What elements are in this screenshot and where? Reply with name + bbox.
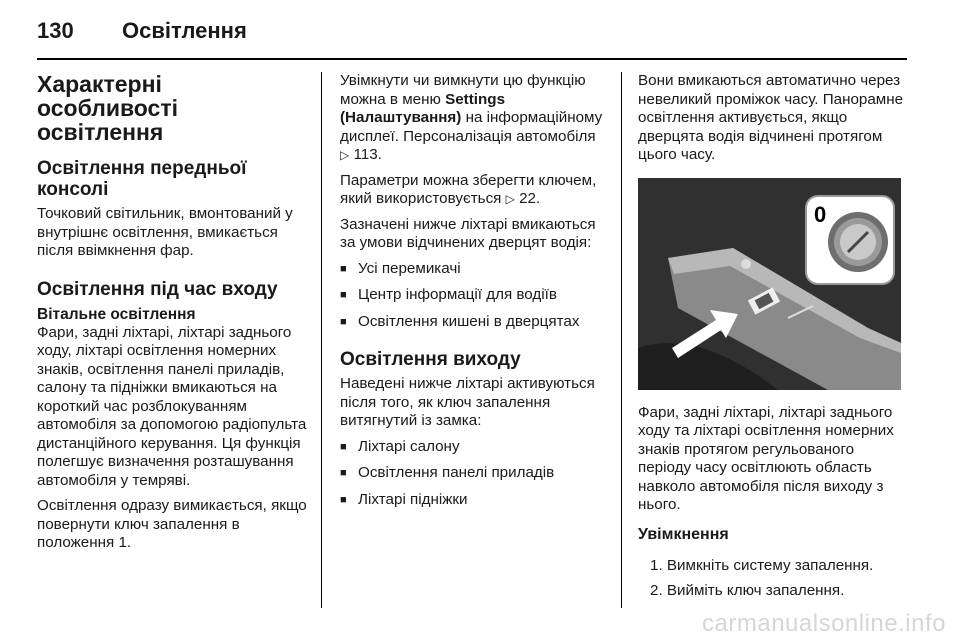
page-number: 130 (37, 18, 74, 43)
list-item: ■ Усі перемикачі (340, 260, 608, 279)
subheading-front-console: Освітлення передньої консолі (37, 158, 247, 200)
column-divider (321, 72, 322, 608)
list-item: 2. Вийміть ключ запалення. (650, 582, 845, 599)
paragraph: Наведені нижче ліхтарі активуються після того, як ключ запалення витягнутий із замка: (340, 375, 595, 429)
main-heading: Характерні особливості освітлення (37, 71, 178, 145)
subheading-activation: Увімкнення (638, 525, 729, 543)
subheading-entry-lighting: Освітлення під час входу (37, 278, 278, 300)
paragraph: Увімкнути чи вимкнути цю функцію можна в меню Settings (Налаштування) на інформаційному дисплеї. Персоналізація автомобіля ▷ 113. (340, 72, 603, 163)
watermark: carmanualsonline.info (702, 610, 946, 637)
settings-menu-name: Settings (Налаштування) (340, 90, 506, 126)
column-3 (638, 72, 910, 608)
header-rule (37, 58, 907, 60)
paragraph: Параметри можна зберегти ключем, який використовується ▷ 22. (340, 171, 597, 207)
page-reference-link[interactable]: 113. (353, 146, 382, 163)
list-item: ■ Освітлення кишені в дверцятах (340, 313, 608, 332)
subheading-exit-lighting: Освітлення виходу (340, 349, 521, 370)
paragraph: Освітлення одразу вимикається, якщо повернути ключ запалення в положення 1. (37, 497, 307, 551)
subheading-welcome-lighting: Вітальне освітлення (37, 305, 196, 323)
page-reference-link[interactable]: 22. (519, 190, 541, 207)
paragraph: Фари, задні ліхтарі, ліхтарі заднього ходу, ліхтарі освітлення номерних знаків, освітлення панелі приладів, салону та підніжки вмикаються на короткий час розблокуванням автомобіля за допомогою радіопульта дистанційного керування. Ця функція полегшує визначення розташування автомобіля у темряві. (37, 323, 307, 489)
list-item: ■ Ліхтарі салону (340, 438, 608, 457)
list-item: 1. Вимкніть систему запалення. (650, 556, 874, 574)
reference-arrow-icon: ▷ (505, 192, 515, 206)
reference-arrow-icon: ▷ (340, 148, 350, 162)
page-header (37, 14, 907, 54)
paragraph: Точковий світильник, вмонтований у внутрішнє освітлення, вмикається після ввімкнення фар. (37, 205, 293, 259)
light-switch-stalk-illustration (638, 178, 901, 390)
column-1 (37, 72, 307, 560)
column-2 (340, 72, 608, 517)
list-item: ■ Ліхтарі підніжки (340, 491, 608, 510)
paragraph: Зазначені нижче ліхтарі вмикаються за умови відчинених дверцят водія: (340, 215, 596, 251)
list-item: ■ Освітлення панелі приладів (340, 464, 608, 483)
paragraph: Фари, задні ліхтарі, ліхтарі заднього ходу та ліхтарі освітлення номерних знаків протягом регульованого періоду часу освітлюють область навколо автомобіля після виходу з нього. (638, 403, 894, 513)
paragraph: Вони вмикаються автоматично через невеликий проміжок часу. Панорамне освітлення активується, якщо дверцята водія відчинені протягом цього часу. (638, 72, 904, 163)
column-divider (621, 72, 622, 608)
list-item: ■ Центр інформації для водіїв (340, 286, 608, 305)
section-title: Освітлення (122, 18, 247, 43)
figure-label: 0 (814, 201, 827, 227)
